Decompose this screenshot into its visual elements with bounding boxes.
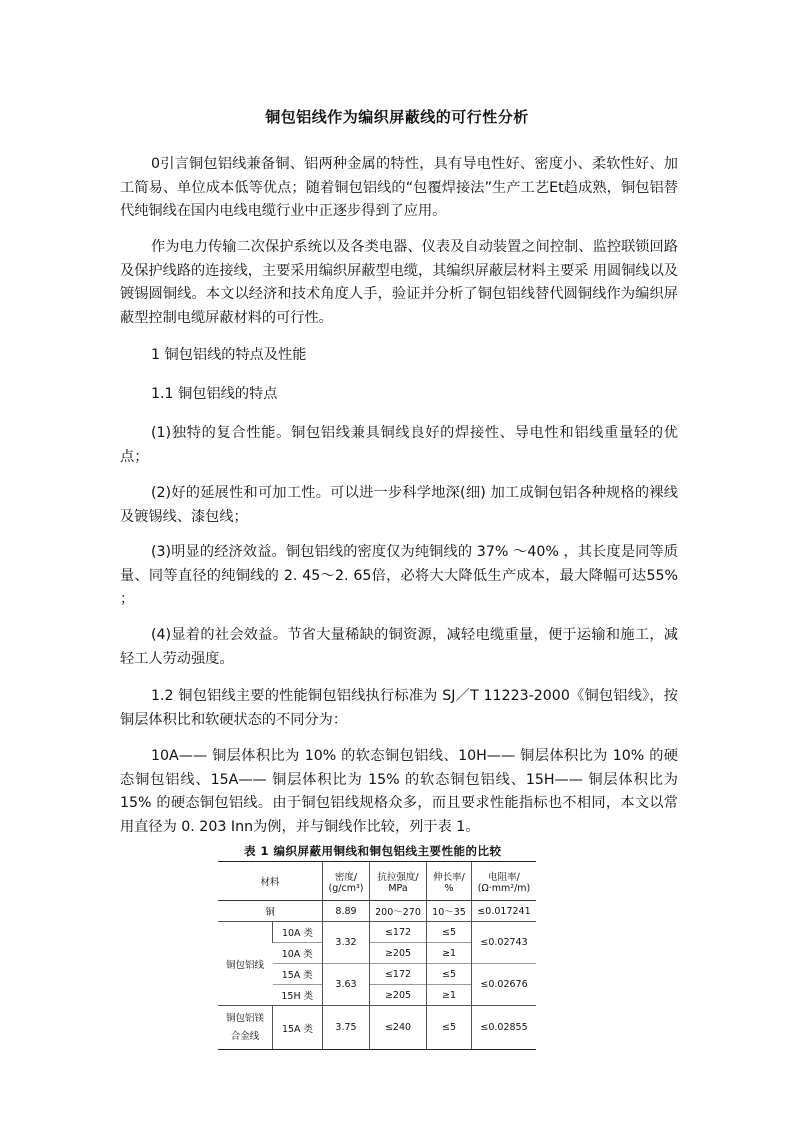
header-elongation-unit: % — [444, 882, 454, 894]
header-density-unit: (g/cm³) — [328, 882, 364, 894]
cell-cca-tensile-1: ≤172 — [370, 922, 427, 943]
cell-copper-resistivity: ≤0.017241 — [472, 901, 537, 922]
cell-cca-type-1: 10A 类 — [273, 922, 323, 943]
header-resistivity-unit: (Ω·mm²/m) — [477, 882, 531, 894]
cell-copper-elongation: 10～35 — [427, 901, 472, 922]
paragraph-feature-4: (4)显着的社会效益。节省大量稀缺的铜资源，减轻电缆重量，便于运输和施工，减轻工人劳动强度。 — [120, 627, 678, 667]
cell-alloy-tensile: ≤240 — [370, 1006, 427, 1050]
paragraph-section-1-2: 1.2 铜包铝线主要的性能铜包铝线执行标准为 SJ／T 11223-2000《铜包铝线》，按铜层体积比和软硬状态的不同分为： — [120, 688, 678, 728]
header-resistivity — [472, 862, 537, 901]
header-elongation — [427, 862, 472, 901]
header-tensile-unit: MPa — [388, 882, 408, 894]
header-elongation-label: 伸长率/ — [433, 871, 465, 883]
paragraph-feature-2: (2)好的延展性和可加工性。可以进一步科学地深(细) 加工成铜包铝各种规格的裸线及镀锡线、漆包线； — [120, 485, 678, 525]
cell-copper-tensile: 200～270 — [370, 901, 427, 922]
cell-cca-tensile-3: ≤172 — [370, 964, 427, 985]
cell-cca-elongation-2: ≥1 — [427, 943, 472, 964]
cell-alloy-density: 3.75 — [323, 1006, 370, 1050]
cell-cca-resistivity-10: ≤0.02743 — [472, 922, 537, 964]
cell-cca-type-4: 15H 类 — [273, 985, 323, 1006]
cell-alloy-elongation: ≤5 — [427, 1006, 472, 1050]
header-density — [323, 862, 370, 901]
table-row-alloy — [218, 1006, 536, 1050]
paragraph-feature-1: (1)独特的复合性能。铜包铝线兼具铜线良好的焊接性、导电性和铝线重量轻的优点； — [120, 425, 678, 465]
table-row-cca-1 — [218, 922, 536, 943]
cell-alloy-group: 铜包铝镁合金线 — [218, 1006, 273, 1050]
paragraph-purpose: 作为电力传输二次保护系统以及各类电器、仪表及自动装置之间控制、监控联锁回路及保护线路的连接线，主要采用编织屏蔽型电缆，其编织屏蔽层材料主要采 用圆铜线以及镀锡圆铜线。本文以经济和技术角度人手，验证并分析了铜包铝线替代圆铜线作为编织屏蔽型控制电缆屏蔽材料的可行性。 — [120, 239, 678, 326]
cell-cca-elongation-4: ≥1 — [427, 985, 472, 1006]
cell-cca-density-15: 3.63 — [323, 964, 370, 1006]
cell-cca-group: 铜包铝线 — [218, 922, 273, 1006]
paragraph-intro: 0引言铜包铝线兼备铜、铝两种金属的特性，具有导电性好、密度小、柔软性好、加工简易、单位成本低等优点；随着铜包铝线的“包覆焊接法”生产工艺Et趋成熟，铜包铝替代纯铜线在国内电线电缆行业中正逐步得到了应用。 — [120, 156, 678, 219]
cell-cca-tensile-2: ≥205 — [370, 943, 427, 964]
cell-alloy-type: 15A 类 — [273, 1006, 323, 1050]
cell-cca-elongation-1: ≤5 — [427, 922, 472, 943]
paragraph-grades: 10A—— 铜层体积比为 10% 的软态铜包铝线、10H—— 铜层体积比为 10% 的硬态铜包铝线、15A—— 铜层体积比为 15% 的软态铜包铝线、15H—— 铜层体积比为 15% 的硬态铜包铝线。由于铜包铝线规格众多，而且要求性能指标也不相同，本文以常用直径为 0. 203 Inn为例，并与铜线作比较，列于表 1。 — [120, 748, 678, 835]
header-tensile — [370, 862, 427, 901]
header-material: 材料 — [218, 862, 323, 901]
cell-copper-name: 铜 — [265, 907, 275, 918]
cell-cca-elongation-3: ≤5 — [427, 964, 472, 985]
section-heading-1: 1 铜包铝线的特点及性能 — [151, 347, 307, 363]
cell-alloy-resistivity: ≤0.02855 — [472, 1006, 537, 1050]
table-row-copper — [218, 901, 536, 922]
cell-cca-tensile-4: ≥205 — [370, 985, 427, 1006]
table-caption: 表 1 编织屏蔽用铜线和铜包铝线主要性能的比较 — [244, 844, 502, 858]
cell-cca-resistivity-15: ≤0.02676 — [472, 964, 537, 1006]
header-resistivity-label: 电阻率/ — [488, 871, 520, 883]
document-title: 铜包铝线作为编织屏蔽线的可行性分析 — [265, 108, 529, 126]
header-density-label: 密度/ — [334, 871, 358, 883]
cell-cca-type-3: 15A 类 — [273, 964, 323, 985]
header-tensile-label: 抗拉强度/ — [377, 871, 419, 883]
cell-cca-type-2: 10A 类 — [273, 943, 323, 964]
cell-copper-density: 8.89 — [323, 901, 370, 922]
section-heading-1-1: 1.1 铜包铝线的特点 — [151, 386, 278, 402]
properties-table — [218, 861, 536, 1050]
paragraph-feature-3: (3)明显的经济效益。铜包铝线的密度仅为纯铜线的 37% ～40% ，其长度是同等质量、同等直径的纯铜线的 2. 45～2. 65倍，必将大大降低生产成本，最大降幅可达55% ； — [120, 544, 678, 607]
cell-cca-density-10: 3.32 — [323, 922, 370, 964]
